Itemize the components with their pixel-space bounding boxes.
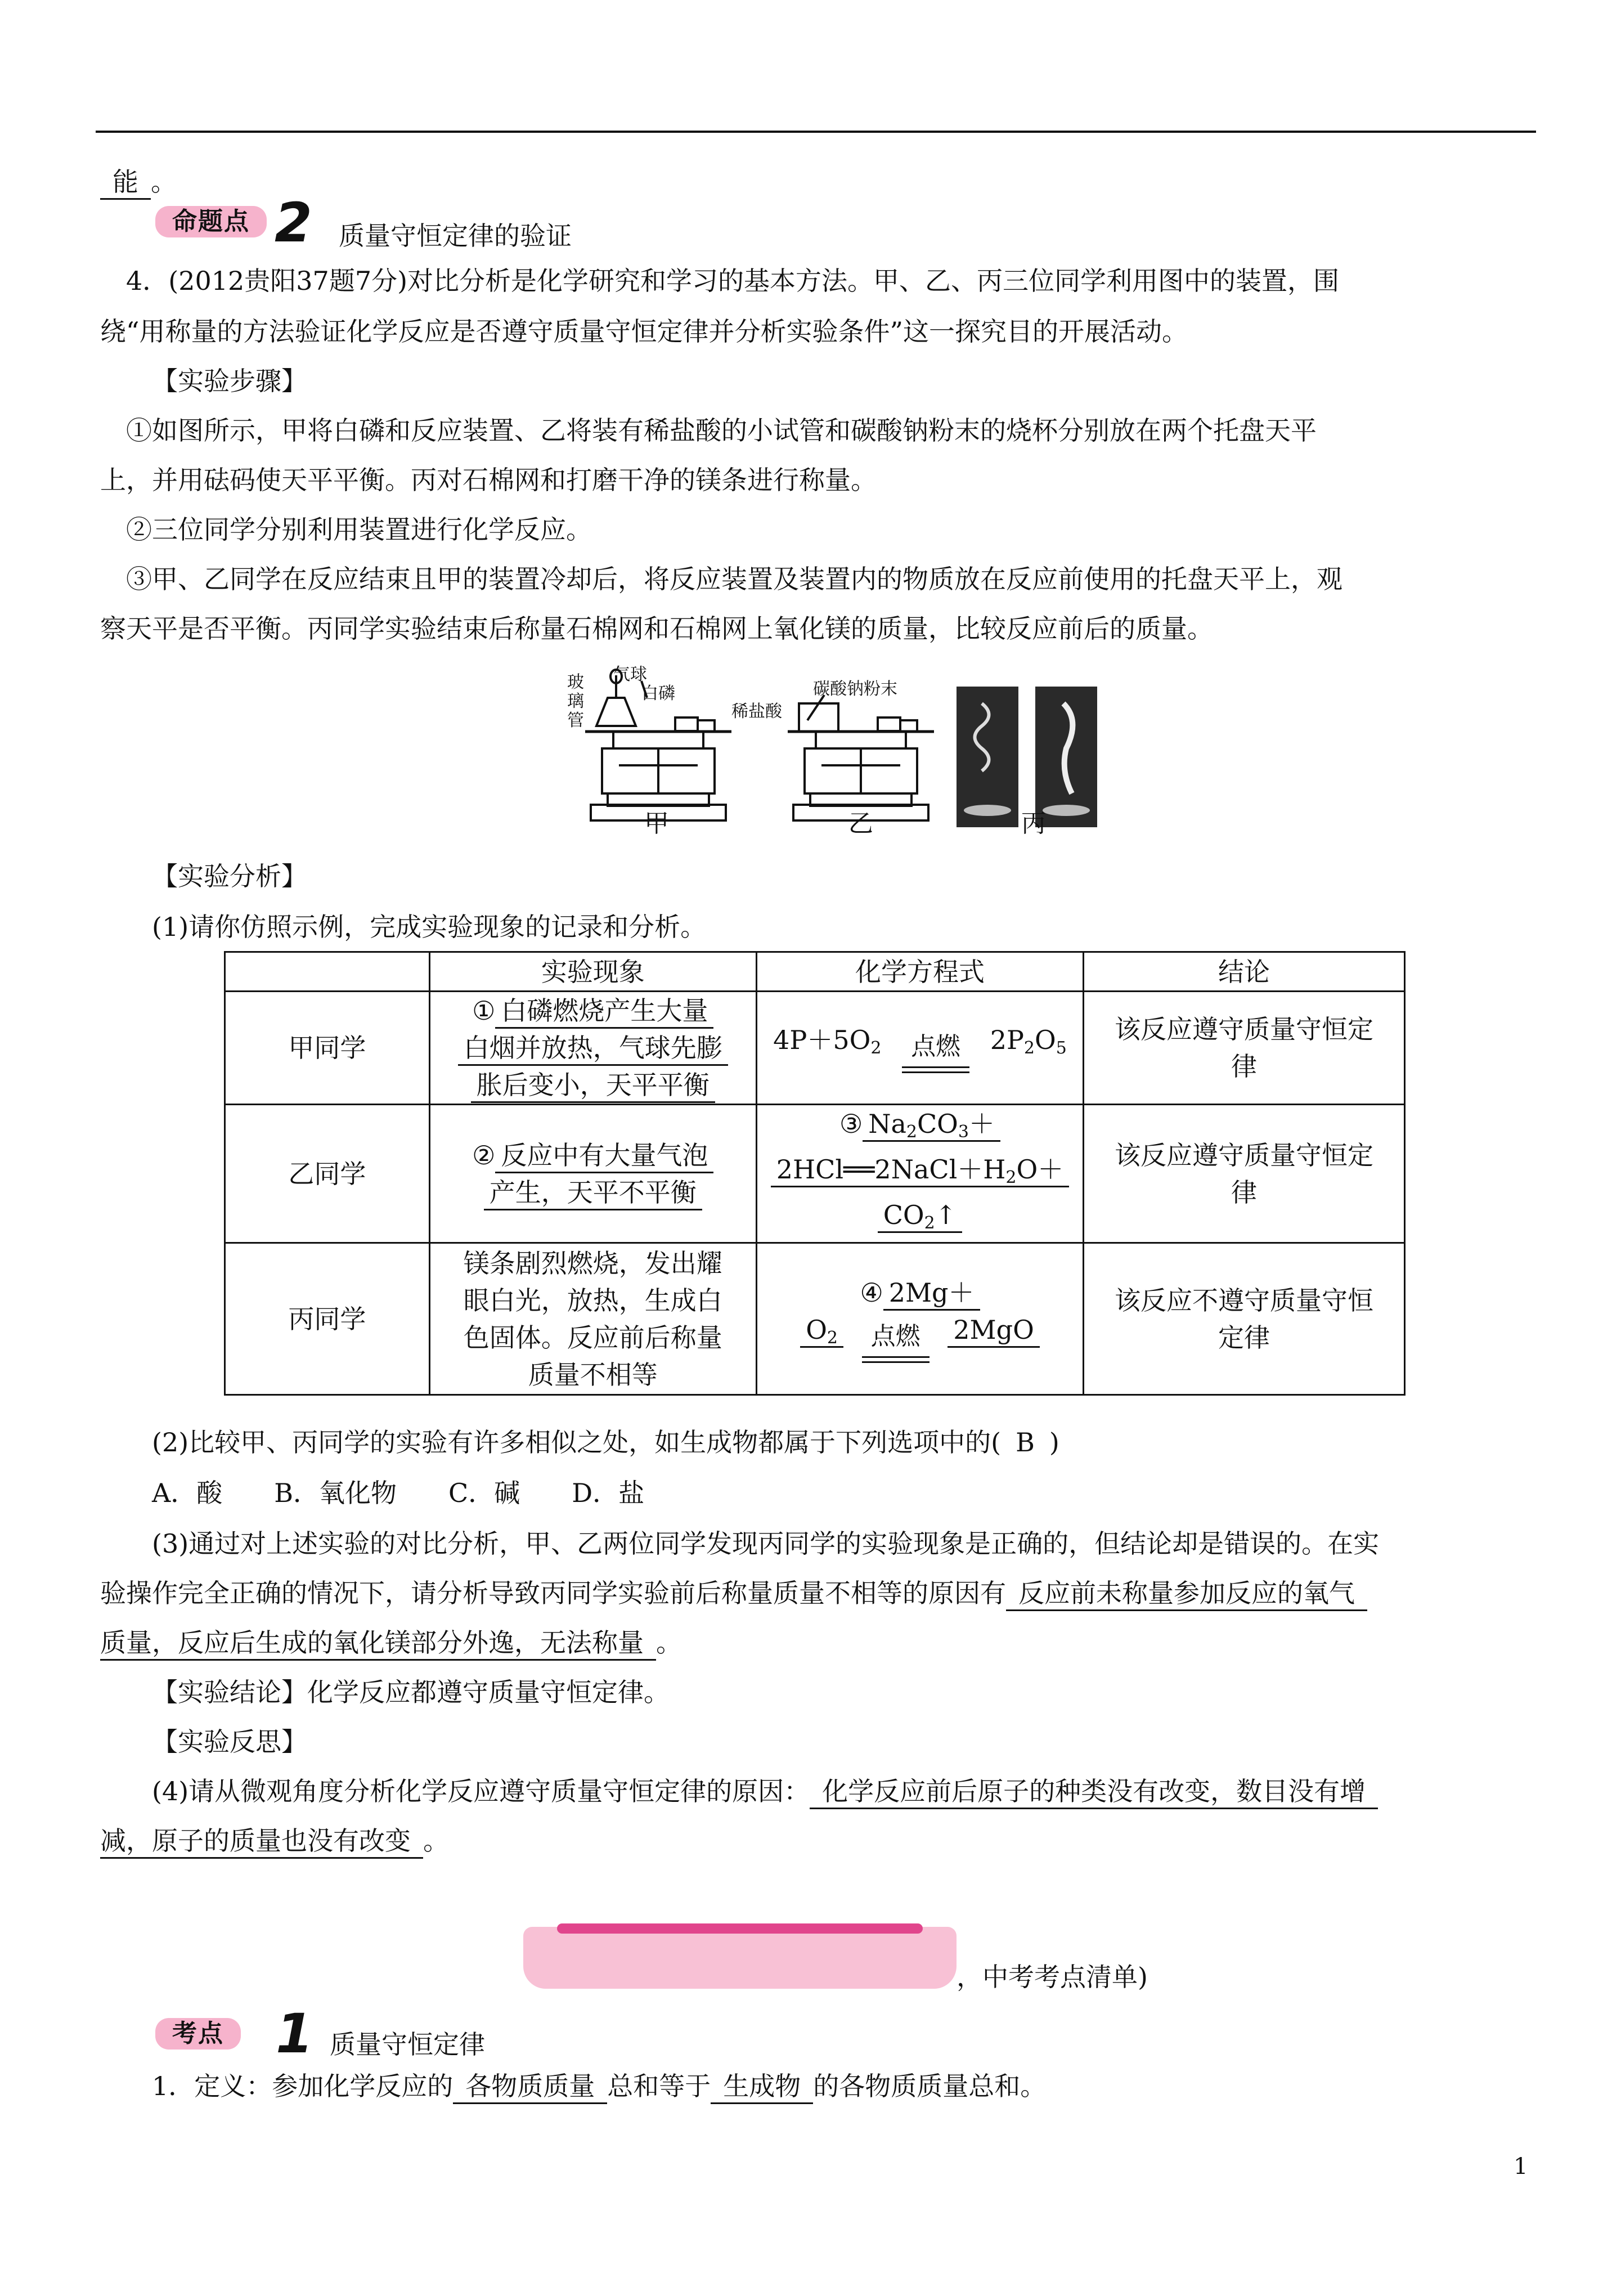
table-row: 乙同学 ② 反应中有大量气泡 产生，天平不平衡 ③ $Na_2CO_3+$ $2HCl══2NaCl+H_2O+$ $CO_2↑$ 该反应遵守质量守恒定 律	[225, 1105, 1405, 1243]
equation-cell: ③ $Na_2CO_3+$ $2HCl══2NaCl+H_2O+$ $CO_2↑$	[756, 1105, 1083, 1243]
section-number: 2	[275, 191, 312, 254]
answer-blank: 化学反应前后原子的种类没有改变，数目没有增	[810, 1776, 1378, 1809]
analysis-p3-line1: (3)通过对上述实验的对比分析，甲、乙两位同学发现丙同学的实验现象是正确的，但结论却是错误的。在实	[152, 1528, 1380, 1559]
banner-text: ，中考考点清单)	[957, 1962, 1148, 1992]
q4-stem-1: 4．(2012贵阳37题7分)对比分析是化学研究和学习的基本方法。甲、乙、丙三位同学利用图中的装置，围	[126, 266, 1340, 296]
q4-stem-2: 绕“用称量的方法验证化学反应是否遵守质量守恒定律并分析实验条件”这一探究目的开展活动。	[100, 316, 1188, 347]
label-white-phosphorus: 白磷	[641, 684, 675, 703]
step3-line1: ③甲、乙同学在反应结束且甲的装置冷却后，将反应装置及装置内的物质放在反应前使用的托盘天平上，观	[126, 564, 1342, 594]
experiment-table	[224, 951, 1406, 1396]
figure-label-yi: 乙	[848, 809, 873, 838]
answer-blank: 能	[100, 167, 151, 200]
answer-blank: 质量，反应后生成的氧化镁部分外逸，无法称量	[100, 1627, 656, 1661]
answer-blank: 各物质质量	[453, 2071, 607, 2104]
table-row: 丙同学 镁条剧烈燃烧，发出耀 眼白光，放热，生成白 色固体。反应前后称量 质量不相等 ④ 2Mg＋ $O_2$ 点燃 2MgO 该反应不遵守质量守恒 定律	[225, 1243, 1405, 1395]
reflection-header: 【实验反思】	[152, 1727, 307, 1757]
kaodian-number: 1	[276, 2002, 313, 2065]
kaodian-title: 质量守恒定律	[330, 2029, 485, 2060]
reaction-arrow: 点燃	[902, 1028, 969, 1074]
page-number: 1	[1514, 2154, 1528, 2180]
equation-cell: $4P+5O_2$ 点燃 $2P_2O_5$	[756, 992, 1083, 1105]
label-glass-tube: 玻 璃 管	[567, 672, 584, 730]
answer-blank: 减，原子的质量也没有改变	[100, 1826, 423, 1859]
experiment-conclusion: 【实验结论】化学反应都遵守质量守恒定律。	[152, 1677, 670, 1707]
analysis-p1: (1)请你仿照示例，完成实验现象的记录和分析。	[152, 912, 707, 942]
section-title: 质量守恒定律的验证	[339, 221, 572, 251]
kaodian-tag: 考点	[155, 2018, 241, 2050]
answer-options: A．酸 B．氧化物 C．碱 D．盐	[152, 1478, 645, 1508]
experiment-figure	[563, 664, 1103, 838]
answer-blank: 生成物	[711, 2071, 813, 2104]
step2: ②三位同学分别利用装置进行化学反应。	[126, 514, 592, 545]
figure-label-bing: 丙	[1021, 809, 1046, 838]
step3-line2: 察天平是否平衡。丙同学实验结束后称量石棉网和石棉网上氧化镁的质量，比较反应前后的质量。	[100, 613, 1213, 644]
answer-choice: B	[1016, 1427, 1035, 1458]
figure-label-jia: 甲	[644, 809, 669, 838]
section-banner	[523, 1927, 957, 1989]
analysis-p2: (2)比较甲、丙同学的实验有许多相似之处，如生成物都属于下列选项中的( B )	[152, 1427, 1059, 1458]
step1-line1: ①如图所示，甲将白磷和反应装置、乙将装有稀盐酸的小试管和碳酸钠粉末的烧杯分别放在两个托盘天平	[126, 415, 1317, 446]
analysis-p4-line2: 减，原子的质量也没有改变 。	[100, 1828, 1529, 1854]
analysis-header: 【实验分析】	[152, 861, 307, 891]
intro-tail: 能 。	[100, 169, 1529, 195]
label-balloon: 气球	[613, 665, 647, 684]
table-row: 甲同学 ① 白磷燃烧产生大量 白烟并放热，气球先膨 胀后变小，天平平衡 $4P+5O_2$ 点燃 $2P_2O_5$ 该反应遵守质量守恒定 律	[225, 992, 1405, 1105]
definition-line: 1．定义：参加化学反应的 各物质质量 总和等于 生成物 的各物质质量总和。	[152, 2073, 1581, 2099]
analysis-p4-line1: (4)请从微观角度分析化学反应遵守质量守恒定律的原因： 化学反应前后原子的种类没有改变，数目没有增	[152, 1778, 1581, 1804]
analysis-p3-line2: 验操作完全正确的情况下，请分析导致丙同学实验前后称量质量不相等的原因有 反应前未称量参加反应的氧气	[100, 1580, 1529, 1606]
steps-header: 【实验步骤】	[152, 366, 307, 396]
equation-cell: ④ 2Mg＋ $O_2$ 点燃 2MgO	[756, 1243, 1083, 1395]
answer-blank: 反应前未称量参加反应的氧气	[1006, 1578, 1367, 1611]
analysis-p3-line3: 质量，反应后生成的氧化镁部分外逸，无法称量 。	[100, 1630, 1529, 1656]
table-header-row: 实验现象 化学方程式 结论	[225, 952, 1405, 992]
section-tag: 命题点	[155, 206, 267, 237]
step1-line2: 上，并用砝码使天平平衡。丙对石棉网和打磨干净的镁条进行称量。	[100, 465, 877, 495]
reaction-arrow: 点燃	[862, 1318, 930, 1364]
label-sodium-carbonate: 碳酸钠粉末	[813, 679, 897, 699]
header-rule	[96, 131, 1536, 133]
label-hydrochloric-acid: 稀盐酸	[731, 702, 782, 721]
